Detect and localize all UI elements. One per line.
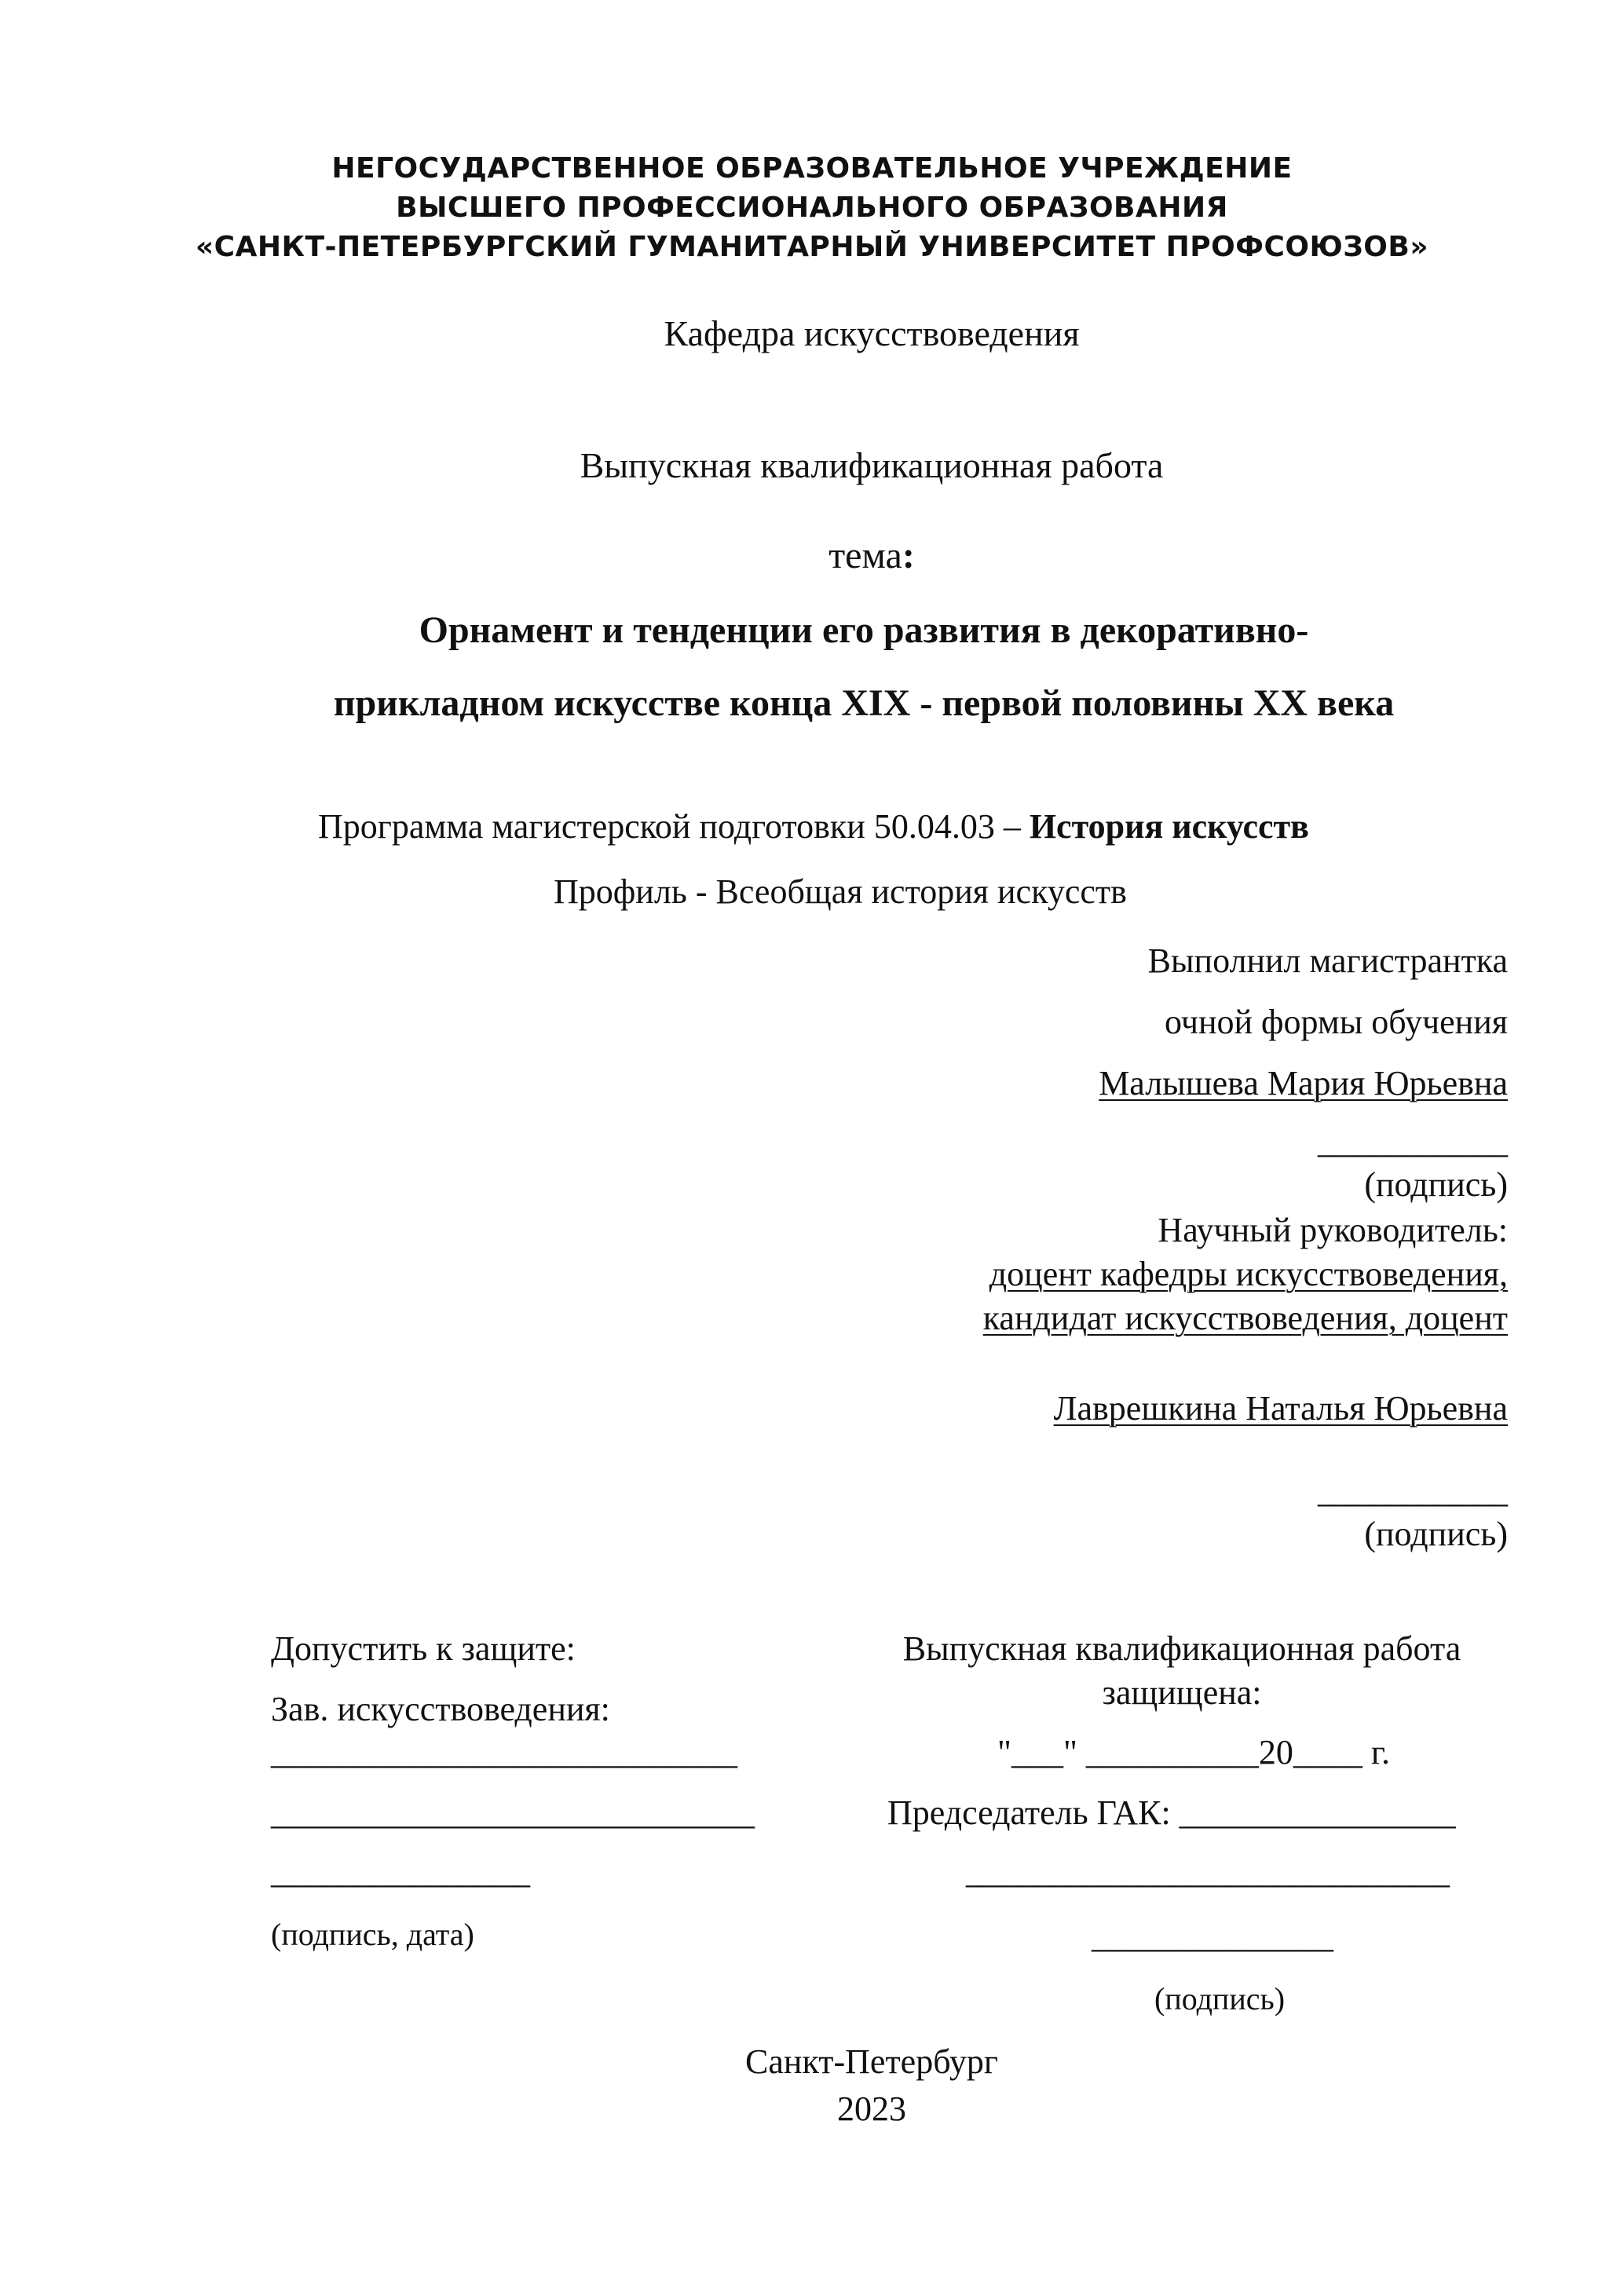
supervisor-signature-line: ___________: [1318, 1472, 1508, 1510]
topic-label: [0, 534, 1624, 577]
admit-note: (подпись, дата): [271, 1917, 474, 1952]
program-line: [318, 806, 1309, 846]
program-name: История искусств: [1029, 807, 1309, 846]
supervisor-signature-label: (подпись): [1364, 1515, 1508, 1553]
defense-chair: Председатель ГАК: ________________: [887, 1793, 1456, 1832]
admit-blank-2: ____________________________: [271, 1793, 755, 1832]
topic-label-text: тема: [828, 535, 902, 576]
admit-label: Допустить к защите:: [271, 1629, 576, 1668]
author-signature-line: ___________: [1318, 1122, 1508, 1161]
topic-colon: :: [902, 535, 915, 576]
author-signature-label: (подпись): [1364, 1165, 1508, 1204]
city: Санкт-Петербург: [745, 2042, 998, 2081]
defense-blank-2: ______________: [1092, 1917, 1333, 1955]
profile: Профиль - Всеобщая история искусств: [554, 872, 1127, 911]
supervisor-position-2: кандидат искусствоведения, доцент: [982, 1299, 1508, 1337]
institution-line-2: ВЫСШЕГО ПРОФЕССИОНАЛЬНОГО ОБРАЗОВАНИЯ: [396, 192, 1228, 224]
institution-line-3: «САНКТ-ПЕТЕРБУРГСКИЙ ГУМАНИТАРНЫЙ УНИВЕРСИТЕТ ПРОФСОЮЗОВ»: [195, 231, 1429, 263]
defense-date: "___" __________20____ г.: [997, 1733, 1391, 1771]
admit-head: Зав. искусствоведения:: [271, 1690, 610, 1728]
program-prefix: Программа магистерской подготовки 50.04.03 –: [318, 807, 1021, 846]
author-line-1: Выполнил магистрантка: [1147, 941, 1508, 980]
institution-line-1: НЕГОСУДАРСТВЕННОЕ ОБРАЗОВАТЕЛЬНОЕ УЧРЕЖДЕНИЕ: [331, 152, 1293, 185]
defense-line-2: защищена:: [1102, 1673, 1262, 1712]
department: Кафедра искусствоведения: [664, 313, 1080, 353]
defense-sign: (подпись): [1154, 1981, 1286, 2016]
author-name: Малышева Мария Юрьевна: [1099, 1064, 1508, 1102]
supervisor-label: Научный руководитель:: [1158, 1211, 1508, 1249]
admit-blank-3: _______________: [271, 1852, 530, 1891]
title-line-1: Орнамент и тенденции его развития в декоративно-: [419, 609, 1309, 651]
title-line-2: прикладном искусстве конца XIX - первой половины XX века: [333, 682, 1395, 724]
work-type: Выпускная квалификационная работа: [580, 445, 1164, 485]
defense-line-1: Выпускная квалификационная работа: [902, 1629, 1461, 1668]
year: 2023: [837, 2089, 906, 2128]
admit-blank-1: ___________________________: [271, 1733, 737, 1771]
defense-blank-1: ____________________________: [966, 1852, 1450, 1891]
supervisor-position-1: доцент кафедры искусствоведения,: [989, 1255, 1508, 1293]
author-line-2: очной формы обучения: [1164, 1003, 1508, 1041]
supervisor-name: Лаврешкина Наталья Юрьевна: [1053, 1389, 1508, 1428]
